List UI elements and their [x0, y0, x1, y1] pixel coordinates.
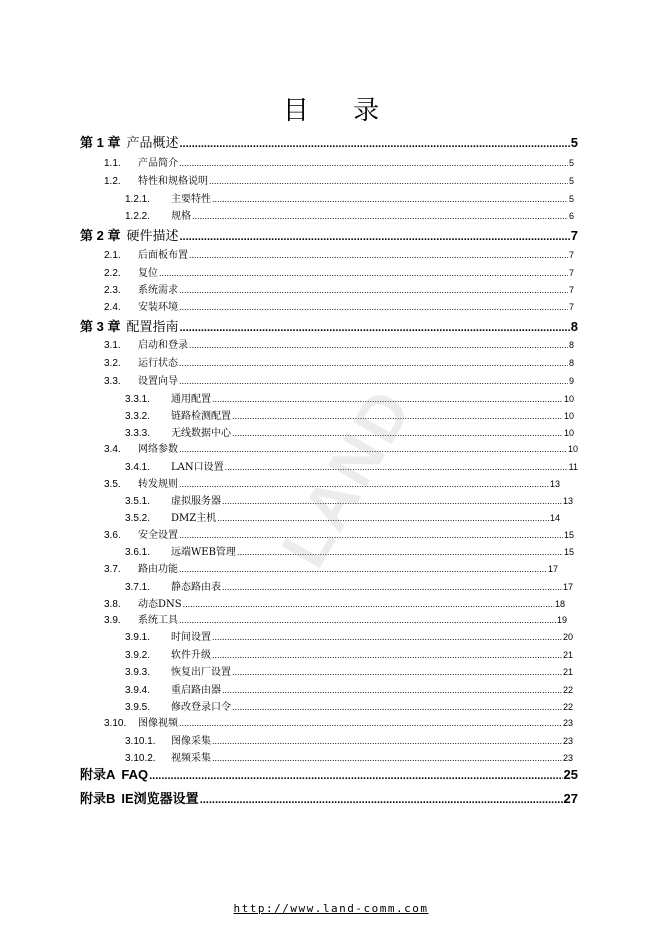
toc-entry-title: 通用配置	[171, 394, 211, 405]
toc-entry-page: 21	[562, 667, 573, 677]
toc-entry-title: 视频采集	[171, 753, 211, 764]
toc-entry-page: 7	[568, 268, 574, 278]
toc-entry-title: 重启路由器	[171, 685, 221, 696]
toc-dot-leader	[179, 285, 568, 295]
toc-entry-page: 5	[568, 176, 574, 186]
toc-entry-title: 修改登录口令	[171, 702, 231, 713]
toc-entry[interactable]	[104, 264, 574, 279]
toc-entry[interactable]	[104, 246, 574, 261]
toc-entry-number: 附录A	[80, 767, 116, 782]
toc-entry-page: 25	[563, 767, 578, 782]
toc-entry-title: 配置指南	[126, 320, 179, 335]
toc-entry-number: 3.7.	[104, 564, 121, 575]
toc-entry[interactable]	[125, 732, 573, 747]
toc-dot-leader	[222, 496, 562, 506]
toc-entry-page: 21	[562, 650, 573, 660]
toc-entry[interactable]	[104, 172, 574, 187]
toc-entry[interactable]	[80, 788, 578, 807]
toc-entry[interactable]	[125, 698, 573, 713]
toc-dot-leader	[222, 685, 562, 695]
toc-entry-title: 图像采集	[171, 736, 211, 747]
toc-entry-page: 13	[549, 479, 560, 489]
toc-dot-leader	[179, 302, 568, 312]
toc-entry-page: 20	[562, 632, 573, 642]
toc-entry-number: 3.1.	[104, 340, 121, 351]
toc-entry-title: 无线数据中心	[171, 428, 231, 439]
toc-dot-leader	[189, 340, 568, 350]
toc-entry[interactable]	[104, 298, 574, 313]
toc-entry-title: DMZ主机	[171, 513, 217, 524]
toc-entry[interactable]	[125, 646, 573, 661]
toc-dot-leader	[212, 736, 562, 746]
toc-dot-leader	[149, 770, 562, 782]
toc-entry-number: 附录B	[80, 791, 116, 806]
toc-entry-number: 3.3.1.	[125, 394, 151, 405]
toc-entry-page: 23	[562, 753, 573, 763]
toc-entry-title: 特性和规格说明	[138, 176, 208, 187]
toc-dot-leader	[212, 632, 562, 642]
toc-entry-title: 安全设置	[138, 530, 178, 541]
toc-entry-title: 设置向导	[138, 376, 178, 387]
toc-entry-number: 3.9.1.	[125, 632, 151, 643]
footer-url: http://www.land-comm.com	[233, 902, 429, 915]
toc-entry-number: 3.10.	[104, 718, 127, 729]
toc-entry-title: 转发规则	[138, 479, 178, 490]
toc-entry-number: 3.2.	[104, 358, 121, 369]
toc-entry-page: 22	[562, 702, 573, 712]
toc-entry[interactable]	[125, 663, 573, 678]
toc-entry-page: 7	[570, 228, 578, 243]
toc-entry-page: 19	[556, 615, 567, 625]
toc-entry-title: 动态DNS	[138, 599, 182, 610]
toc-entry-title: 产品概述	[126, 136, 179, 151]
toc-entry-number: 3.3.	[104, 376, 121, 387]
toc-entry-title: 复位	[138, 268, 158, 279]
toc-entry[interactable]	[125, 207, 574, 222]
toc-entry-number: 2.1.	[104, 250, 121, 261]
toc-dot-leader	[209, 176, 568, 186]
toc-entry-title: 图像视频	[138, 718, 178, 729]
toc-entry-title: FAQ	[121, 767, 149, 782]
toc-entry-page: 10	[563, 394, 574, 404]
toc-dot-leader	[212, 753, 562, 763]
toc-entry-number: 1.1.	[104, 158, 121, 169]
toc-entry[interactable]	[125, 681, 573, 696]
toc-dot-leader	[212, 650, 562, 660]
toc-entry-page: 7	[568, 302, 574, 312]
toc-entry-title: 安装环境	[138, 302, 178, 313]
toc-entry-number: 1.2.2.	[125, 211, 151, 222]
toc-entry-number: 3.4.1.	[125, 462, 151, 473]
toc-entry-number: 3.9.3.	[125, 667, 151, 678]
toc-entry-title: 远端WEB管理	[171, 547, 236, 558]
watermark: LAND	[267, 375, 427, 579]
toc-dot-leader	[183, 599, 554, 609]
toc-entry[interactable]	[104, 595, 565, 610]
toc-dot-leader	[179, 718, 562, 728]
toc-entry[interactable]	[104, 281, 574, 296]
toc-entry-page: 11	[568, 462, 578, 472]
toc-entry-number: 3.5.2.	[125, 513, 151, 524]
toc-dot-leader	[179, 615, 556, 625]
toc-entry-title: 系统需求	[138, 285, 178, 296]
toc-entry-title: 硬件描述	[126, 229, 179, 244]
toc-entry-number: 2.3.	[104, 285, 121, 296]
toc-entry-title: 运行状态	[138, 358, 178, 369]
toc-entry-number: 3.9.2.	[125, 650, 151, 661]
toc-entry[interactable]	[80, 764, 578, 783]
toc-entry-page: 10	[563, 428, 574, 438]
toc-entry-page: 5	[570, 135, 578, 150]
toc-entry-page: 23	[562, 718, 573, 728]
toc-entry-number: 3.5.1.	[125, 496, 151, 507]
toc-entry-title: 产品简介	[138, 158, 178, 169]
toc-entry[interactable]	[80, 316, 578, 335]
toc-entry-page: 5	[568, 158, 574, 168]
toc-entry-title: 恢复出厂设置	[171, 667, 231, 678]
toc-entry-page: 15	[563, 547, 574, 557]
toc-entry[interactable]	[125, 190, 574, 205]
toc-entry[interactable]	[104, 611, 567, 626]
toc-entry[interactable]	[125, 628, 573, 643]
toc-entry-page: 10	[563, 411, 574, 421]
toc-entry-number: 第 1 章	[80, 135, 121, 150]
toc-dot-leader	[222, 582, 562, 592]
toc-entry-number: 3.9.5.	[125, 702, 151, 713]
toc-dot-leader	[179, 564, 547, 574]
toc-entry-title: 虚拟服务器	[171, 496, 221, 507]
toc-entry-page: 18	[554, 599, 565, 609]
toc-entry-number: 3.9.	[104, 615, 121, 626]
toc-entry[interactable]	[80, 225, 578, 244]
toc-entry[interactable]	[104, 354, 574, 369]
toc-entry-title: LAN口设置	[171, 462, 224, 473]
toc-dot-leader	[179, 530, 563, 540]
toc-dot-leader	[232, 702, 562, 712]
toc-entry-number: 3.8.	[104, 599, 121, 610]
toc-entry-page: 27	[563, 791, 578, 806]
toc-dot-leader	[179, 138, 569, 150]
toc-entry-page: 8	[570, 319, 578, 334]
toc-entry-number: 3.9.4.	[125, 685, 151, 696]
toc-entry-number: 2.4.	[104, 302, 121, 313]
toc-dot-leader	[179, 158, 568, 168]
toc-entry-title: 时间设置	[171, 632, 211, 643]
toc-dot-leader	[159, 268, 568, 278]
toc-entry-page: 14	[549, 513, 560, 523]
toc-entry-page: 6	[568, 211, 574, 221]
toc-entry[interactable]	[80, 132, 578, 151]
toc-entry-number: 3.7.1.	[125, 582, 151, 593]
toc-entry[interactable]	[104, 336, 574, 351]
toc-entry-page: 13	[562, 496, 573, 506]
toc-entry[interactable]	[104, 154, 574, 169]
toc-dot-leader	[189, 250, 568, 260]
toc-entry-title: 主要特性	[171, 194, 211, 205]
toc-entry-title: 静态路由表	[171, 582, 221, 593]
toc-entry-page: 10	[567, 444, 578, 454]
toc-entry-page: 8	[568, 340, 574, 350]
toc-dot-leader	[232, 667, 562, 677]
toc-entry-page: 15	[563, 530, 574, 540]
toc-entry[interactable]	[125, 578, 573, 593]
toc-entry-title: 网络参数	[138, 444, 178, 455]
toc-entry-page: 23	[562, 736, 573, 746]
toc-entry-title: IE浏览器设置	[121, 791, 199, 806]
toc-entry-number: 3.5.	[104, 479, 121, 490]
toc-entry-title: 软件升级	[171, 650, 211, 661]
toc-entry-number: 3.4.	[104, 444, 121, 455]
toc-dot-leader	[217, 513, 549, 523]
toc-entry-title: 路由功能	[138, 564, 178, 575]
toc-dot-leader	[212, 194, 568, 204]
toc-entry-title: 系统工具	[138, 615, 178, 626]
toc-entry-title: 规格	[171, 211, 191, 222]
toc-entry-page: 22	[562, 685, 573, 695]
toc-entry[interactable]	[125, 749, 573, 764]
toc-entry-number: 1.2.	[104, 176, 121, 187]
toc-dot-leader	[179, 231, 569, 243]
page-title: 目 录	[282, 96, 398, 126]
toc-entry-number: 3.3.3.	[125, 428, 151, 439]
toc-entry-page: 7	[568, 285, 574, 295]
toc-entry-number: 第 2 章	[80, 228, 121, 243]
toc-entry-page: 5	[568, 194, 574, 204]
toc-dot-leader	[200, 794, 563, 806]
toc-entry[interactable]	[104, 714, 573, 729]
toc-entry-number: 3.10.1.	[125, 736, 156, 747]
toc-dot-leader	[192, 211, 568, 221]
toc-entry-number: 3.3.2.	[125, 411, 151, 422]
toc-entry-page: 17	[562, 582, 573, 592]
toc-entry-page: 17	[547, 564, 558, 574]
toc-entry-number: 3.10.2.	[125, 753, 156, 764]
toc-entry-title: 后面板布置	[138, 250, 188, 261]
toc-entry-number: 3.6.1.	[125, 547, 151, 558]
toc-entry-number: 3.6.	[104, 530, 121, 541]
toc-entry-title: 启动和登录	[138, 340, 188, 351]
toc-entry-page: 8	[568, 358, 574, 368]
toc-dot-leader	[179, 358, 568, 368]
toc-entry-number: 2.2.	[104, 268, 121, 279]
toc-dot-leader	[179, 322, 569, 334]
toc-entry-number: 第 3 章	[80, 319, 121, 334]
toc-entry-title: 链路检测配置	[171, 411, 231, 422]
toc-entry-number: 1.2.1.	[125, 194, 151, 205]
toc-entry-page: 7	[568, 250, 574, 260]
toc-entry-page: 9	[568, 376, 574, 386]
toc-entry[interactable]	[104, 372, 574, 387]
